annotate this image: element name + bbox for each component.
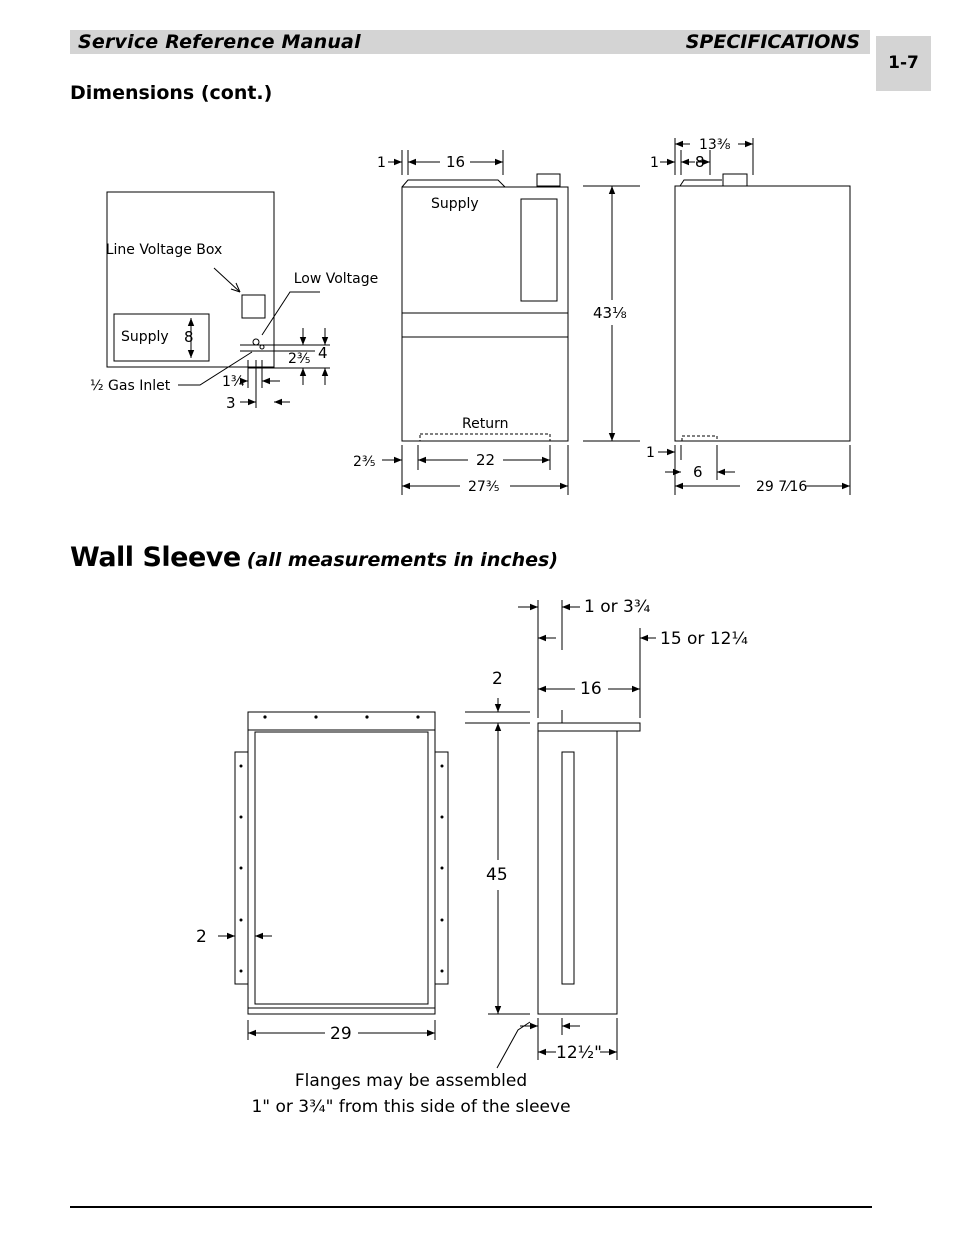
front-dim-height: 43⅛: [593, 304, 627, 322]
front-supply-label: Supply: [431, 196, 479, 212]
sleeve-dim-12-1-2: 12½": [556, 1043, 602, 1063]
wall-sleeve-note: (all measurements in inches): [246, 549, 559, 571]
wall-sleeve-front-drawing: [218, 712, 448, 1040]
front-dim-22: 22: [476, 451, 496, 469]
rear-dim-1-3-4: 1¾: [222, 374, 245, 390]
sleeve-dim-45: 45: [486, 865, 508, 885]
side-dim-1-top: 1: [650, 155, 659, 171]
section-label: SPECIFICATIONS: [685, 31, 860, 53]
sleeve-caption-line1: Flanges may be assembled: [294, 1071, 528, 1091]
rear-dim-4: 4: [318, 344, 328, 362]
sleeve-dim-1-or-3-3-4: 1 or 3¾: [584, 597, 651, 617]
side-dim-1-bottom: 1: [646, 445, 655, 461]
side-dim-8: 8: [695, 153, 705, 171]
front-dim-1: 1: [377, 155, 386, 171]
rear-view-drawing: [107, 192, 330, 408]
wall-sleeve-title: Wall Sleeve: [70, 542, 241, 573]
front-return-label: Return: [462, 416, 509, 432]
sleeve-dim-29: 29: [330, 1024, 352, 1044]
footer-rule: [70, 1206, 872, 1208]
sleeve-dim-16: 16: [580, 679, 602, 699]
side-view-drawing: [658, 138, 850, 495]
front-dim-16: 16: [446, 153, 466, 171]
rear-supply-label: Supply: [121, 329, 169, 345]
flange-screw-holes: [240, 715, 444, 972]
sleeve-dim-15-or-12-1-4: 15 or 12¼: [660, 629, 748, 649]
sleeve-dim-2-side: 2: [196, 927, 207, 947]
front-dim-2-7-8: 2⅗: [353, 454, 376, 470]
rear-supply-dim: 8: [184, 328, 194, 346]
sleeve-dim-2-top: 2: [492, 669, 503, 689]
page-number-tab: 1-7: [876, 36, 931, 91]
line-voltage-label: Line Voltage Box: [105, 242, 223, 258]
side-dim-6: 6: [693, 463, 703, 481]
wall-sleeve-heading: [70, 542, 558, 573]
dimensions-heading: Dimensions (cont.): [70, 82, 273, 104]
side-dim-13-3-8: 13⅜: [699, 137, 731, 153]
side-dim-29-7-16: 29 7⁄16: [756, 479, 808, 495]
front-view-drawing: [382, 150, 640, 495]
rear-dim-2-7-8: 2⅗: [288, 351, 311, 367]
sleeve-caption-line2: 1" or 3¾" from this side of the sleeve: [251, 1097, 571, 1117]
manual-title: Service Reference Manual: [78, 31, 361, 53]
rear-dim-3: 3: [226, 394, 236, 412]
front-dim-27-7-8: 27⅗: [468, 479, 500, 495]
low-voltage-label: Low Voltage: [293, 271, 379, 287]
gas-inlet-label: ½ Gas Inlet: [90, 378, 171, 394]
